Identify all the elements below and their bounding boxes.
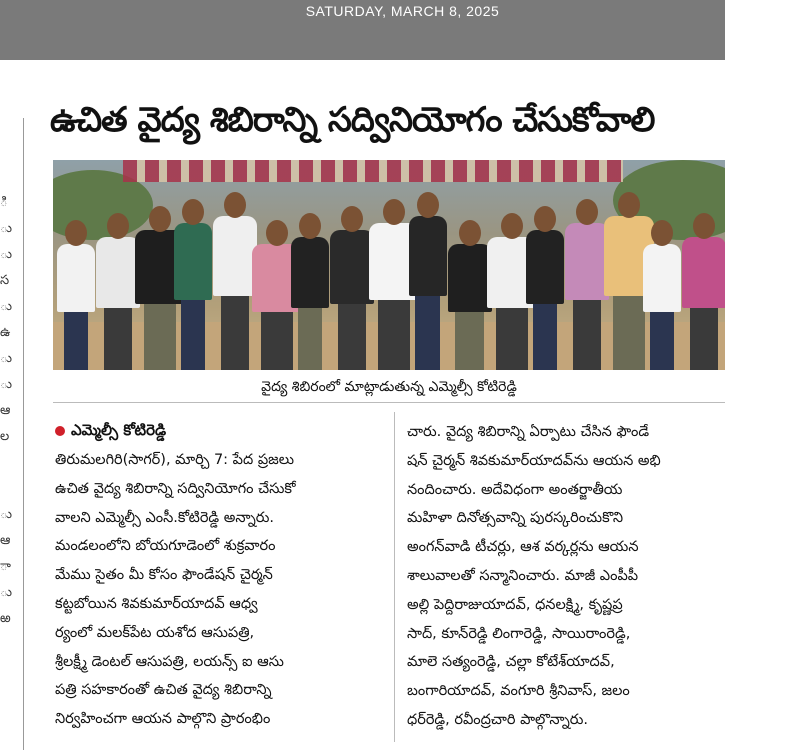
fragment-char: ు <box>0 585 13 600</box>
photo-person-head <box>383 199 405 225</box>
photo-person-legs <box>533 301 557 370</box>
article-column-right <box>407 418 725 735</box>
article-text-line: అంగన్‌వాడి టీచర్లు, ఆశ వర్కర్లను ఆయన <box>407 539 639 556</box>
photo-person <box>213 192 257 370</box>
photo-person-torso <box>526 230 564 304</box>
article-text-line: తిరుమలగిరి(సాగర్), మార్చి 7: పేద ప్రజలు <box>55 452 295 468</box>
article-text-line: షన్ చైర్మన్ శివకుమార్‌యాదవ్‌ను ఆయన అభి <box>407 452 661 469</box>
fragment-char: ు <box>0 221 13 236</box>
article-text-line: కట్టబోయిన శివకుమార్‌యాదవ్ ఆధ్వ <box>55 595 258 612</box>
column-divider <box>394 412 395 742</box>
photo-person-head <box>182 199 204 225</box>
photo-person <box>565 199 609 370</box>
photo-person-legs <box>64 307 88 370</box>
article-text-line: మేము సైతం మీ కోసం ఫౌండేషన్ చైర్మన్ <box>55 567 273 584</box>
photo-caption: వైద్య శిబిరంలో మాట్లాడుతున్న ఎమ్మెల్సీ కోటిరెడ్డి <box>261 379 517 395</box>
photo-person-legs <box>415 295 439 370</box>
photo-person <box>330 206 374 370</box>
photo-person-legs <box>181 298 205 370</box>
photo-person <box>291 213 329 370</box>
photo-person-legs <box>338 301 366 370</box>
photo-person-head <box>651 220 673 246</box>
photo-person <box>526 206 564 370</box>
article-headline: ఉచిత వైద్య శిబిరాన్ని సద్వినియోగం చేసుకోవాలి <box>50 100 655 140</box>
fragment-char: ఆ <box>0 403 11 418</box>
photo-person <box>57 220 95 370</box>
fragment-char: ు <box>0 377 13 392</box>
fragment-char: ు <box>0 351 13 366</box>
photo-person-head <box>149 206 171 232</box>
photo-person-legs <box>455 307 483 370</box>
article-byline <box>55 418 385 442</box>
photo-person-legs <box>261 307 293 370</box>
photo-person-torso <box>213 216 257 296</box>
article-text-line: వాలని ఎమ్మెల్సీ ఎంసీ.కోటిరెడ్డి అన్నారు. <box>55 509 274 526</box>
photo-person-legs <box>378 298 410 370</box>
photo-person-head <box>224 192 246 218</box>
photo-person-head <box>266 220 288 246</box>
article-text-line: నిర్వహించగా ఆయన పాల్గొని ప్రారంభిం <box>55 711 271 728</box>
photo-person-torso <box>643 244 681 312</box>
photo-person-legs <box>104 304 132 370</box>
photo-person-legs <box>573 298 601 370</box>
photo-person-torso <box>174 223 212 300</box>
publication-date: SATURDAY, MARCH 8, 2025 <box>305 3 500 19</box>
photo-person <box>682 213 725 370</box>
fragment-char: స <box>0 273 10 288</box>
fragment-char <box>0 450 18 476</box>
fragment-char: ఉ <box>0 325 11 340</box>
fragment-char: ఆ <box>0 533 11 548</box>
fragment-char: ఱ <box>0 611 11 626</box>
article-text-line: శాలువాలతో సన్మానించారు. మాజీ ఎంపీపీ <box>407 567 639 584</box>
column-rule <box>23 118 24 750</box>
article-text-line: ఉచిత వైద్య శిబిరాన్ని సద్వినియోగం చేసుకో <box>55 480 296 497</box>
fragment-char: ి <box>0 195 8 210</box>
photo-person-legs <box>690 304 718 370</box>
photo-person-legs <box>221 295 249 370</box>
red-bullet-icon <box>55 426 65 436</box>
photo-person <box>96 213 140 370</box>
article-text-line: సాద్, కూన్‌రెడ్డి లింగారెడ్డి, సాయిరాంరెడ్డి, <box>407 625 631 642</box>
photo-person-head <box>65 220 87 246</box>
photo-person-legs <box>650 307 674 370</box>
photo-person <box>643 220 681 370</box>
photo-person-torso <box>57 244 95 312</box>
photo-person <box>174 199 212 370</box>
photo-person-torso <box>96 237 140 308</box>
article-text-line: నందించారు. అదేవిధంగా అంతర్జాతీయ <box>407 481 623 498</box>
adjacent-article-fragment <box>0 190 18 750</box>
photo-person-torso <box>682 237 725 308</box>
photo-person <box>409 192 447 370</box>
fragment-char: ు <box>0 507 13 522</box>
photo-person-head <box>417 192 439 218</box>
photo-person-head <box>299 213 321 239</box>
photo-person-torso <box>409 216 447 296</box>
article-text-line: మండలంలోని బోయగూడెంలో శుక్రవారం <box>55 538 276 555</box>
photo-person-legs <box>144 301 176 370</box>
article-text-line: బంగారియాదవ్, వంగూరి శ్రీనివాస్, జలం <box>407 683 630 700</box>
article-column-left <box>55 446 385 734</box>
article-text-line: అల్లి పెద్దిరాజుయాదవ్, ధనలక్ష్మి, కృష్ణప్ర <box>407 596 623 613</box>
photo-person-head <box>341 206 363 232</box>
photo-person-head <box>459 220 481 246</box>
photo-person <box>448 220 492 370</box>
photo-person-head <box>618 192 640 218</box>
fragment-char: ల <box>0 429 10 444</box>
article-text-line: మాలె సత్యంరెడ్డి, చల్లా కోటేశ్‌యాదవ్, <box>407 654 615 671</box>
photo-person-legs <box>613 295 645 370</box>
article-text-line: శ్రీలక్ష్మీ డెంటల్ ఆసుపత్రి, లయన్స్ ఐ ఆసు <box>55 653 284 670</box>
caption-divider <box>53 402 725 403</box>
photo-person-torso <box>330 230 374 304</box>
photo-person-legs <box>298 304 322 370</box>
article-text-line: చారు. వైద్య శిబిరాన్ని ఏర్పాటు చేసిన ఫౌండే <box>407 424 650 440</box>
article-text-line: ధర్‌రెడ్డి, రవీంద్రచారి పాల్గొన్నారు. <box>407 711 588 728</box>
fragment-char <box>0 476 18 502</box>
photo-person-head <box>534 206 556 232</box>
photo-person-torso <box>565 223 609 300</box>
photo-person-torso <box>448 244 492 312</box>
photo-person-legs <box>496 304 528 370</box>
photo-person-head <box>501 213 523 239</box>
article-text-line: పత్రి సహకారంతో ఉచిత వైద్య శిబిరాన్ని <box>55 682 272 699</box>
photo-person-head <box>107 213 129 239</box>
article-photo <box>53 160 725 370</box>
article-text-line: ర్యంలో మలక్‌పేట యశోద ఆసుపత్రి, <box>55 624 255 641</box>
photo-person-head <box>576 199 598 225</box>
fragment-char: ా <box>0 559 11 574</box>
photo-banner <box>123 160 623 182</box>
photo-person-head <box>693 213 715 239</box>
byline-text: ఎమ్మెల్సీ కోటిరెడ్డి <box>71 421 167 439</box>
article-text-line: మహిళా దినోత్సవాన్ని పురస్కరించుకొని <box>407 510 624 527</box>
fragment-char: ు <box>0 299 13 314</box>
fragment-char: ు <box>0 247 13 262</box>
photo-person-torso <box>291 237 329 308</box>
